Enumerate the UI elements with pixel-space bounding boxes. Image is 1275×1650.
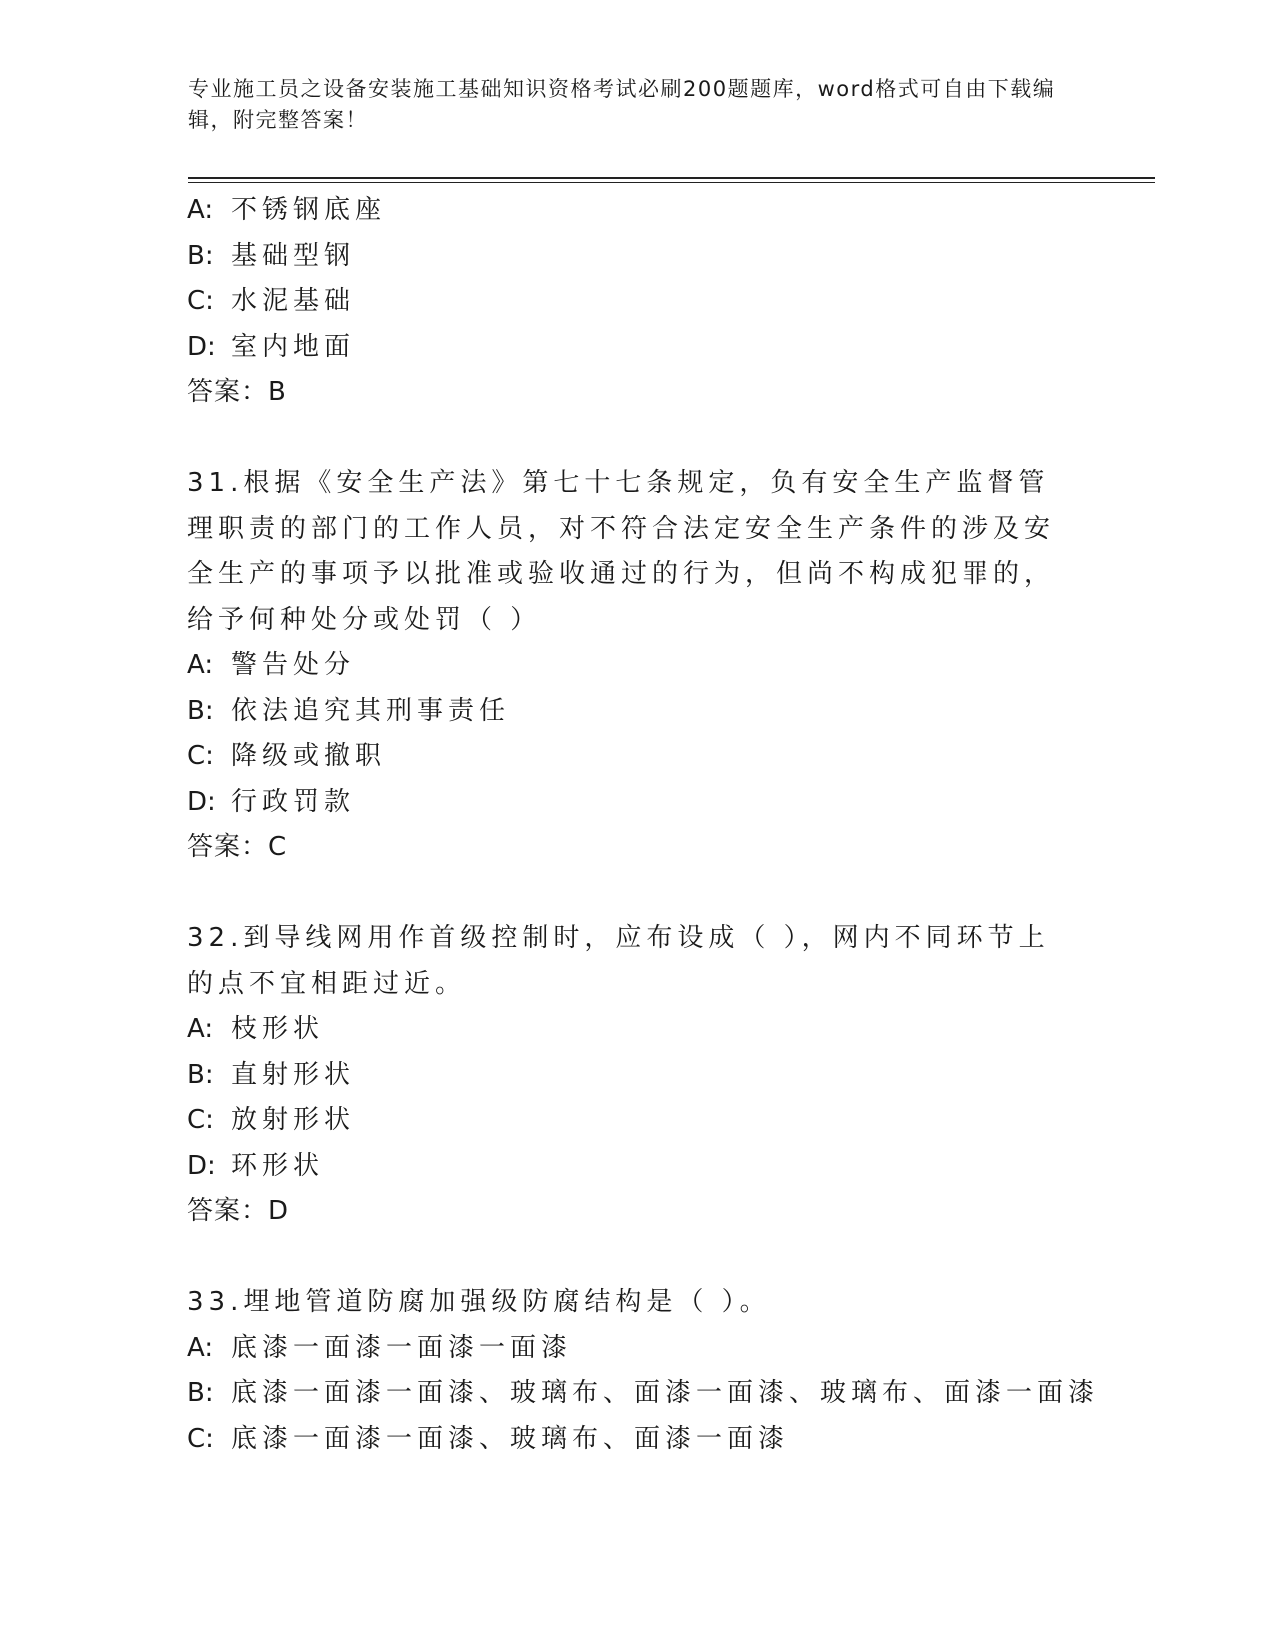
question-stem: 32.到导线网用作首级控制时，应布设成（ ），网内不同环节上的点不宜相距过近。 (187, 923, 1050, 999)
option-text: 直射形状 (231, 1059, 356, 1090)
option-letter: A: (187, 1332, 214, 1363)
option-text: 室内地面 (231, 331, 356, 362)
option-text: 基础型钢 (231, 240, 356, 271)
option-a (187, 643, 1087, 689)
option-letter: C: (187, 741, 214, 771)
option-b (187, 689, 1087, 735)
option-c (187, 279, 1087, 325)
option-letter: A: (187, 1014, 214, 1044)
question-content (187, 188, 1100, 1462)
option-b (187, 1371, 1100, 1417)
option-c (187, 1417, 1087, 1463)
option-a (187, 1007, 1087, 1053)
spacer (187, 871, 1087, 917)
option-text: 枝形状 (231, 1014, 325, 1044)
question-stem: 33.埋地管道防腐加强级防腐结构是（ ）。 (187, 1287, 771, 1317)
option-text: 放射形状 (231, 1105, 356, 1135)
option-letter: C: (187, 1105, 214, 1135)
option-d (187, 780, 1087, 826)
option-letter: B: (187, 1378, 214, 1408)
option-text: 依法追究其刑事责任 (231, 695, 511, 726)
option-text: 水泥基础 (231, 286, 356, 316)
option-b (187, 1053, 1087, 1099)
answer-line: 答案：D (187, 1196, 290, 1226)
option-letter: B: (187, 240, 214, 271)
spacer (187, 416, 1087, 462)
option-letter: D: (187, 331, 216, 362)
answer-line: 答案：B (187, 377, 287, 407)
option-letter: C: (187, 286, 214, 316)
option-c (187, 734, 1087, 780)
option-letter: D: (187, 1150, 216, 1181)
option-text: 降级或撤职 (231, 741, 387, 771)
option-letter: A: (187, 650, 214, 680)
header-rule-thin (188, 182, 1155, 183)
option-d (187, 325, 1087, 371)
option-letter: B: (187, 1059, 214, 1090)
option-text: 不锈钢底座 (231, 195, 387, 225)
answer-line: 答案：C (187, 832, 288, 862)
option-a (187, 1326, 1087, 1372)
option-text: 行政罚款 (231, 786, 356, 817)
header-rule-thick (188, 177, 1155, 179)
option-b (187, 234, 1087, 280)
document-header: 专业施工员之设备安装施工基础知识资格考试必刷200题题库，word格式可自由下载编辑，附完整答案！ (188, 77, 1056, 132)
option-letter: B: (187, 695, 214, 726)
spacer (187, 1235, 1087, 1281)
option-a (187, 188, 1087, 234)
option-text: 底漆一面漆一面漆一面漆 (231, 1332, 573, 1363)
question-stem: 31.根据《安全生产法》第七十七条规定，负有安全生产监督管理职责的部门的工作人员，对不符合法定安全生产条件的涉及安全生产的事项予以批准或验收通过的行为，但尚不构成犯罪的，给予何种处分或处罚（ ） (187, 468, 1056, 635)
option-text: 环形状 (231, 1150, 325, 1181)
option-text: 底漆一面漆一面漆、玻璃布、面漆一面漆、玻璃布、面漆一面漆 (231, 1378, 1100, 1408)
option-c (187, 1098, 1087, 1144)
option-letter: C: (187, 1423, 214, 1454)
option-text: 警告处分 (231, 650, 356, 680)
option-letter: D: (187, 786, 216, 817)
option-d (187, 1144, 1087, 1190)
option-letter: A: (187, 195, 214, 225)
option-text: 底漆一面漆一面漆、玻璃布、面漆一面漆 (231, 1423, 790, 1454)
